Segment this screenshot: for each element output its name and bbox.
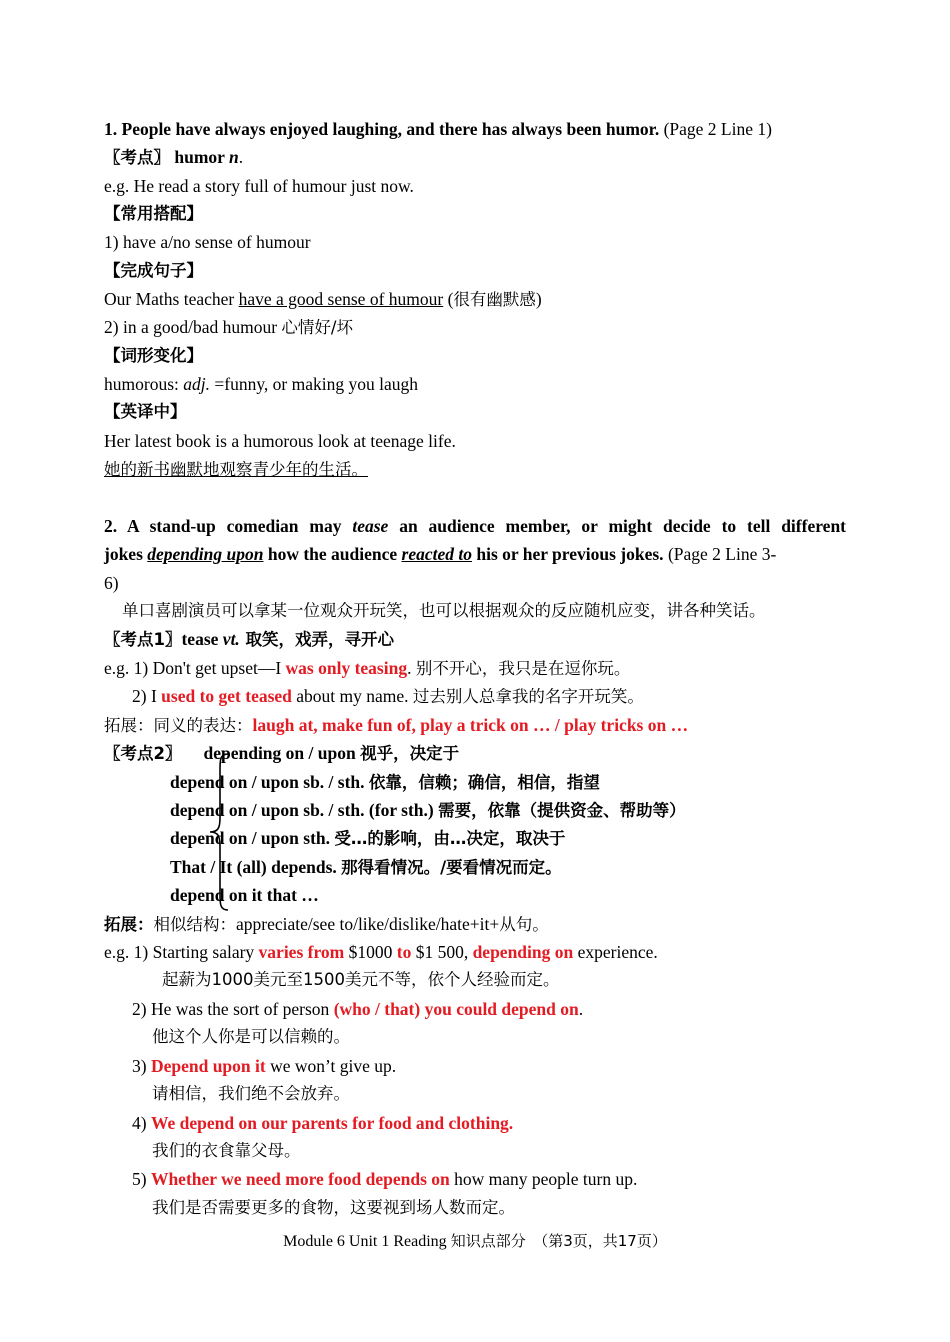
s2-d2-cn: 需要，依靠（提供资金、帮助等） (438, 801, 686, 820)
s2-d3-en: depend on / upon sth. (170, 828, 335, 848)
s1-sentence-open: ( (443, 289, 454, 309)
s1-eg: e.g. He read a story full of humour just now. (104, 176, 414, 196)
s2-k2-cn: 视乎，决定于 (360, 744, 460, 763)
s1-sentence-answer: have a good sense of humour (238, 289, 444, 309)
s2-ext1-red: laugh at, make fun of, play a trick on … / play tricks on … (252, 715, 689, 735)
s1-cixing-pos: adj. (183, 374, 210, 394)
s2-depend-4 (170, 853, 846, 881)
s2-e1-red3: depending on (472, 942, 574, 962)
s2-e2-b: . (578, 999, 584, 1019)
s2-depend-2 (170, 796, 846, 824)
s2-depend-5: depend on it that … (170, 885, 319, 905)
s1-item2-line (104, 313, 846, 341)
s2-eg1-red: was only teasing (285, 658, 408, 678)
s2-e2-a: 2) He was the sort of person (132, 999, 334, 1019)
s2-e2-cn: 他这个人你是可以信赖的。 (152, 1027, 350, 1046)
s2-ext2-line (104, 910, 846, 938)
s2-k1-pos: vt. (222, 629, 240, 649)
s1-ref: (Page 2 Line 1) (659, 119, 772, 139)
s2-e4-cn: 我们的衣食靠父母。 (152, 1141, 301, 1160)
s1-dapei-label: 【常用搭配】 (104, 204, 203, 223)
s2-e5-line (132, 1165, 846, 1193)
s1-yingyi-en: Her latest book is a humorous look at teenage life. (104, 431, 456, 451)
s2-k2-label: 〖考点2〗 (104, 744, 182, 763)
s2-heading-depending: depending upon (147, 544, 264, 564)
s2-e3-cn: 请相信，我们绝不会放弃。 (152, 1084, 350, 1103)
s1-item2-en: 2) in a good/bad humour (104, 317, 282, 337)
s2-k2-word: depending on / upon (203, 743, 361, 763)
footer-en: Module 6 Unit 1 Reading (283, 1233, 451, 1250)
s2-e3-line (132, 1052, 846, 1080)
s1-cixing-label: 【词形变化】 (104, 346, 203, 365)
s2-ext1-line (104, 711, 846, 739)
s1-cixing-line (104, 370, 846, 398)
s1-item2-cn: 心情好/坏 (281, 318, 353, 337)
s2-e3-red: Depend upon it (150, 1056, 266, 1076)
s2-k1-word: tease (181, 629, 223, 649)
footer-page: （第3页，共17页） (525, 1232, 667, 1250)
s2-e1-cn: 起薪为1000美元至1500美元不等，依个人经验而定。 (162, 970, 560, 989)
s2-eg2-line (132, 682, 846, 710)
s1-sentence-line (104, 285, 846, 313)
s1-heading: 1. People have always enjoyed laughing, and there has always been humor. (104, 119, 660, 139)
s2-eg1-cn: 别不开心，我只是在逗你玩。 (415, 659, 631, 678)
s2-e1-b: $1000 (344, 942, 397, 962)
s1-kaodian-line (104, 143, 846, 171)
s2-d3-cn: 受…的影响，由…决定，取决于 (334, 829, 566, 848)
s2-eg1-a: e.g. 1) Don't get upset—I (104, 658, 286, 678)
s1-yingyi-cn: 她的新书幽默地观察青少年的生活。 (104, 460, 368, 479)
s2-heading-ref2: 6) (104, 573, 119, 593)
s2-e1-red2: to (396, 942, 412, 962)
s2-heading-ref: (Page 2 Line 3- (663, 544, 777, 564)
s2-heading-reacted: reacted to (401, 544, 472, 564)
s1-kaodian-word: humor (170, 147, 229, 167)
s1-sentence-pre: Our Maths teacher (104, 289, 239, 309)
page-footer (0, 1229, 950, 1254)
s2-e1-d: experience. (573, 942, 658, 962)
s2-heading-d: how the audience (263, 544, 402, 564)
s2-k1-cn: 取笑，戏弄，寻开心 (239, 630, 395, 649)
s2-e2-line (132, 995, 846, 1023)
s2-d2-en: depend on / upon sb. / sth. (for sth.) (170, 800, 439, 820)
s2-e4-red: We depend on our parents for food and clothing. (150, 1113, 514, 1133)
s1-wancheng-label: 【完成句子】 (104, 261, 203, 280)
s2-d1-en: depend on / upon sb. / sth. (170, 772, 369, 792)
s2-ext2-cn: 相似结构： (153, 915, 236, 934)
s2-ext2-label: 拓展： (104, 915, 154, 934)
s2-e5-b: how many people turn up. (449, 1169, 638, 1189)
s2-e5-a: 5) (132, 1169, 151, 1189)
s2-d1-cn: 依靠，信赖；确信，相信，指望 (368, 773, 600, 792)
s2-heading-tease: tease (352, 516, 389, 536)
s2-eg2-cn: 过去别人总拿我的名字开玩笑。 (412, 687, 644, 706)
s2-heading-e: his or her previous jokes. (472, 544, 664, 564)
s1-cixing-def: =funny, or making you laugh (210, 374, 419, 394)
s1-sentence-cn: 很有幽默感 (453, 290, 536, 309)
s2-ext1-cn: 拓展：同义的表达： (104, 716, 253, 735)
s1-yingyi-cn-line (104, 455, 846, 483)
s1-heading-line (104, 115, 846, 143)
s2-e2-red: (who / that) you could depend on (333, 999, 579, 1019)
s2-eg1-b: . (407, 658, 416, 678)
s1-cixing-word: humorous: (104, 374, 184, 394)
s2-heading-b: an audience member, or might decide to tell different (388, 516, 846, 536)
s2-e3-b: we won’t give up. (265, 1056, 397, 1076)
s2-eg2-b: about my name. (291, 686, 413, 706)
s2-e1-c: $1 500, (411, 942, 473, 962)
s2-e1-red1: varies from (258, 942, 345, 962)
s2-d4-en: That / It (all) depends. (170, 857, 342, 877)
s2-e4-a: 4) (132, 1113, 151, 1133)
s2-eg2-red: used to get teased (161, 686, 292, 706)
s2-eg2-a: 2) I (132, 686, 162, 706)
footer-cn: 知识点部分 (450, 1232, 526, 1250)
s2-depend-3 (170, 824, 846, 852)
s1-kaodian-end: . (238, 147, 244, 167)
s2-e1-line (104, 938, 846, 966)
s2-heading-a: 2. A stand-up comedian may (104, 516, 353, 536)
s1-item1: 1) have a/no sense of humour (104, 232, 311, 252)
s1-kaodian-pos: n (229, 147, 239, 167)
s2-ext2-cn2: 从句。 (499, 915, 549, 934)
s2-heading-c: jokes (104, 544, 148, 564)
s2-e5-cn: 我们是否需要更多的食物，这要视到场人数而定。 (152, 1198, 515, 1217)
s2-k1-line (104, 625, 846, 653)
s2-eg1-line (104, 654, 846, 682)
s2-d4-cn: 那得看情况。/要看情况而定。 (341, 858, 562, 877)
s2-translation: 单口喜剧演员可以拿某一位观众开玩笑，也可以根据观众的反应随机应变，讲各种笑话。 (122, 601, 766, 620)
s1-kaodian-label: 〖考点〗 (104, 148, 170, 167)
s2-k1-label: 〖考点1〗 (104, 630, 182, 649)
s2-ext2-en: appreciate/see to/like/dislike/hate+it+ (236, 914, 500, 934)
s2-heading-line2 (104, 540, 846, 568)
s2-e4-line (132, 1109, 846, 1137)
s2-e5-red: Whether we need more food depends on (150, 1169, 450, 1189)
s2-e1-a: e.g. 1) Starting salary (104, 942, 259, 962)
s1-yingyi-label: 【英译中】 (104, 402, 187, 421)
s2-depend-1 (170, 768, 846, 796)
s1-sentence-close: ) (535, 289, 542, 309)
s2-heading-line1 (104, 512, 846, 540)
s2-e3-a: 3) (132, 1056, 151, 1076)
